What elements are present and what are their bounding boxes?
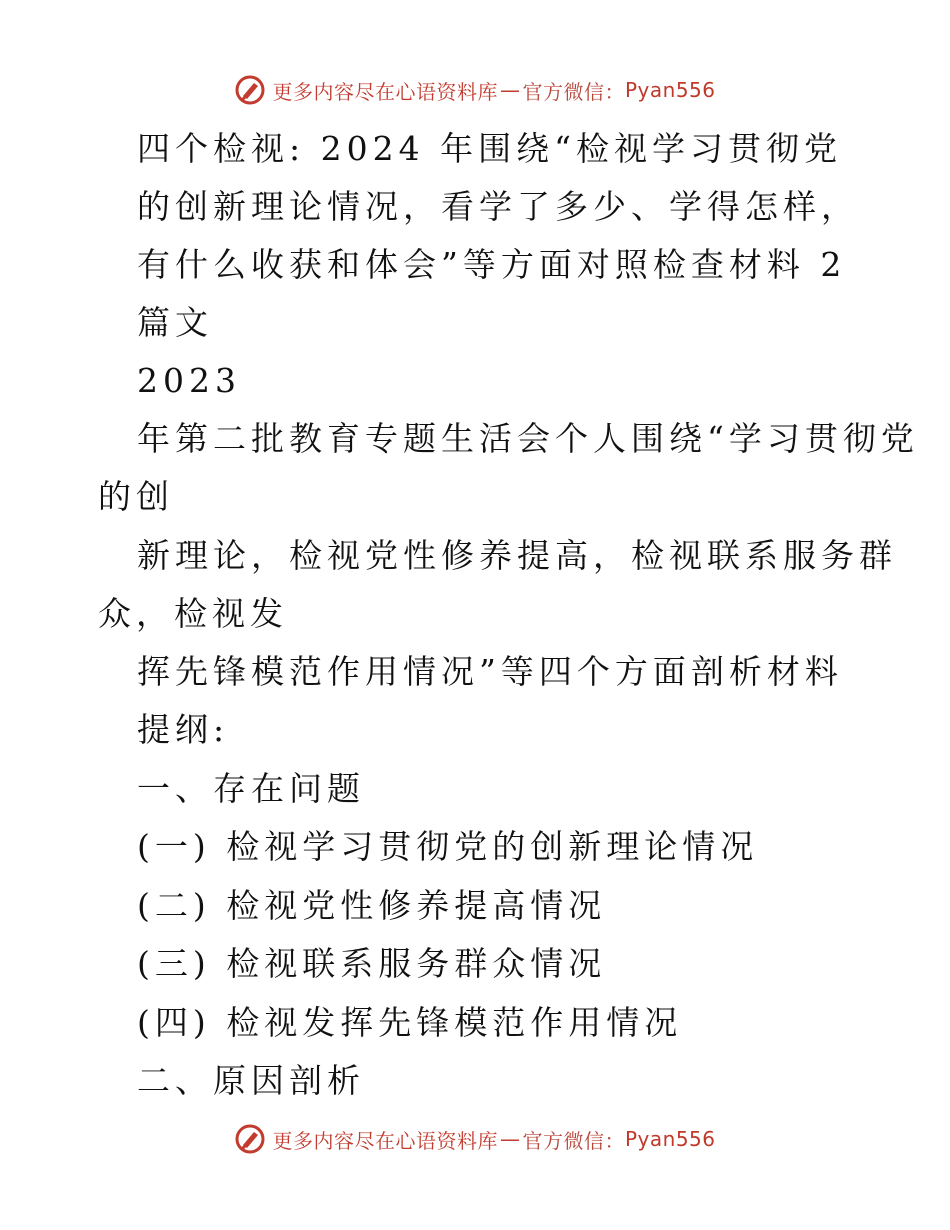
doc-line: 提纲: (137, 710, 230, 749)
doc-line: 的创 (98, 477, 174, 516)
section-heading: 一、存在问题 (137, 769, 365, 808)
doc-line: 新理论，检视党性修养提高，检视联系服务群 (137, 536, 897, 575)
section-heading: 二、原因剖析 (137, 1061, 365, 1100)
watermark-separator: — (499, 1127, 521, 1151)
brush-logo-icon (234, 1123, 266, 1155)
doc-line: 四个检视: 2024 年围绕“检视学习贯彻党 (137, 129, 842, 168)
list-item: (一) 检视学习贯彻党的创新理论情况 (137, 827, 759, 866)
watermark-wechat-label: 官方微信： (522, 79, 625, 104)
brush-logo-icon (234, 74, 266, 106)
watermark-wechat-id: Pyan556 (624, 1127, 716, 1151)
doc-line: 挥先锋模范作用情况”等四个方面剖析材料 (137, 652, 843, 691)
list-item: (三) 检视联系服务群众情况 (137, 944, 607, 983)
watermark-separator: — (499, 78, 521, 102)
watermark-main-text: 更多内容尽在心语资料库 (272, 79, 498, 104)
footer-watermark (0, 1122, 950, 1156)
doc-line: 有什么收获和体会”等方面对照检查材料 2 (137, 245, 847, 284)
doc-line: 年第二批教育专题生活会个人围绕“学习贯彻党 (137, 419, 919, 458)
doc-line: 2023 (137, 361, 241, 400)
watermark-wechat-label: 官方微信： (522, 1128, 625, 1153)
list-item: (二) 检视党性修养提高情况 (137, 886, 607, 925)
header-watermark (0, 73, 950, 107)
watermark-wechat-id: Pyan556 (624, 78, 716, 102)
doc-line: 篇文 (137, 303, 213, 342)
doc-line: 众，检视发 (98, 594, 288, 633)
doc-line: 的创新理论情况，看学了多少、学得怎样， (137, 187, 859, 226)
list-item: (四) 检视发挥先锋模范作用情况 (137, 1003, 683, 1042)
watermark-main-text: 更多内容尽在心语资料库 (272, 1128, 498, 1153)
